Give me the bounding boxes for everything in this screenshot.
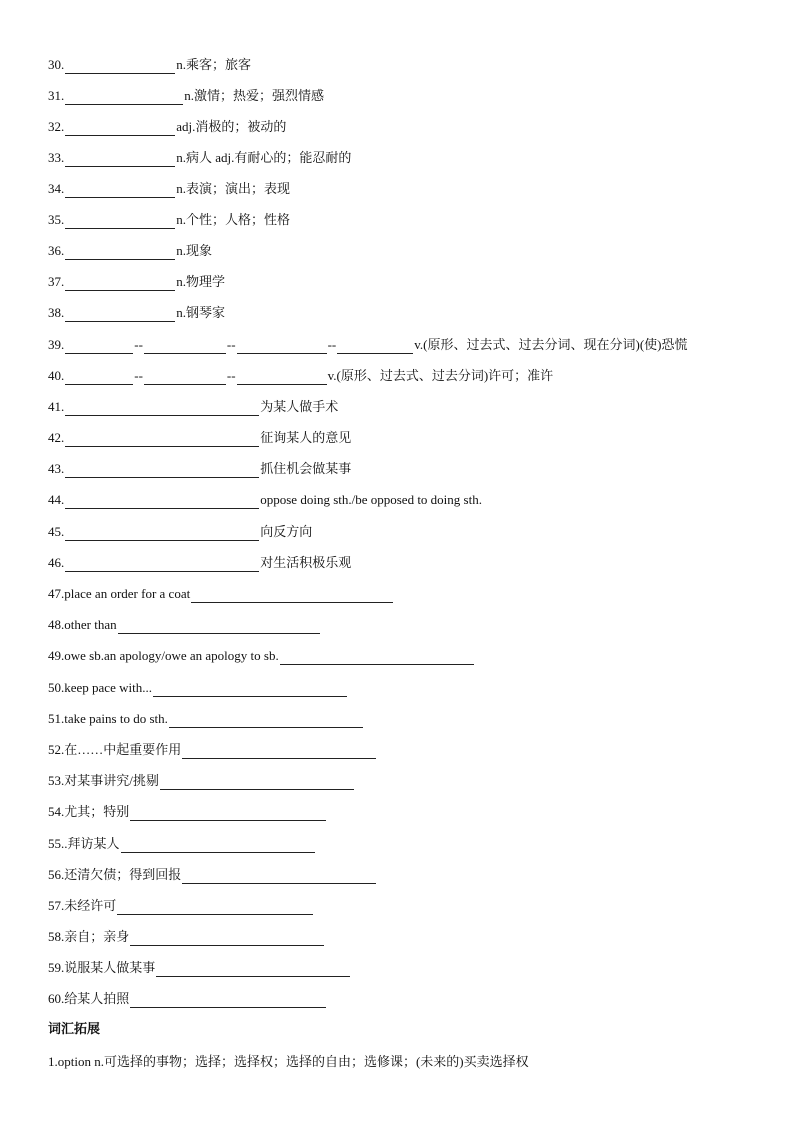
answer-blank[interactable]: [169, 714, 363, 728]
answer-blank[interactable]: [337, 340, 413, 354]
item-prompt: 亲自；亲身: [64, 929, 130, 944]
item-number: 31.: [48, 88, 65, 103]
item-prompt: n.激情；热爱；强烈情感: [184, 88, 325, 103]
answer-blank[interactable]: [191, 589, 393, 603]
answer-blank[interactable]: [160, 776, 354, 790]
item-prompt: n.物理学: [176, 274, 226, 289]
item-number: 33.: [48, 150, 65, 165]
exercise-item: [48, 336, 688, 354]
answer-blank[interactable]: [65, 277, 175, 291]
item-prompt: n.乘客；旅客: [176, 57, 252, 72]
answer-blank[interactable]: [144, 340, 226, 354]
answer-blank[interactable]: [65, 558, 259, 572]
answer-blank[interactable]: [65, 60, 175, 74]
item-number: 48.: [48, 617, 65, 632]
answer-blank[interactable]: [65, 371, 133, 385]
answer-blank[interactable]: [65, 464, 259, 478]
answer-blank[interactable]: [237, 371, 327, 385]
answer-blank[interactable]: [118, 620, 320, 634]
answer-blank[interactable]: [65, 215, 175, 229]
item-number: 38.: [48, 305, 65, 320]
separator: --: [134, 337, 143, 352]
vocab-expansion-entry: [48, 1053, 529, 1071]
answer-blank[interactable]: [130, 807, 326, 821]
item-number: 58.: [48, 929, 65, 944]
section-heading: 词汇拓展: [48, 1022, 101, 1037]
exercise-item: [48, 928, 325, 946]
item-number: 39.: [48, 337, 65, 352]
item-number: 47.: [48, 586, 65, 601]
exercise-item: [48, 897, 314, 915]
exercise-item: [48, 772, 355, 790]
exercise-item: [48, 460, 351, 478]
item-prompt: oppose doing sth./be opposed to doing sth.: [260, 492, 482, 507]
exercise-item: [48, 398, 338, 416]
item-number: 59.: [48, 960, 65, 975]
item-number: 32.: [48, 119, 65, 134]
separator: --: [226, 337, 236, 352]
exercise-item: [48, 211, 290, 229]
exercise-item: [48, 835, 316, 853]
item-prompt: 对某事讲究/挑剔: [64, 773, 159, 788]
item-prompt: n.钢琴家: [176, 305, 226, 320]
item-prompt: 对生活积极乐观: [260, 555, 352, 570]
exercise-item: [48, 491, 482, 509]
answer-blank[interactable]: [182, 745, 376, 759]
item-number: 41.: [48, 399, 65, 414]
exercise-item: [48, 803, 327, 821]
answer-blank[interactable]: [65, 308, 175, 322]
item-prompt: 在……中起重要作用: [64, 742, 182, 757]
answer-blank[interactable]: [65, 433, 259, 447]
answer-blank[interactable]: [237, 340, 327, 354]
item-prompt: 说服某人做某事: [64, 960, 156, 975]
answer-blank[interactable]: [117, 901, 313, 915]
item-prompt: adj.消极的；被动的: [176, 119, 287, 134]
entry-number: 1.: [48, 1054, 58, 1069]
item-prompt: 给某人拍照: [64, 991, 130, 1006]
item-number: 34.: [48, 181, 65, 196]
exercise-item: [48, 866, 377, 884]
item-number: 55.: [48, 836, 65, 851]
answer-blank[interactable]: [65, 246, 175, 260]
item-prompt: place an order for a coat: [64, 586, 191, 601]
exercise-item: [48, 56, 251, 74]
item-number: 37.: [48, 274, 65, 289]
item-prompt: keep pace with...: [64, 680, 152, 695]
item-prompt: other than: [64, 617, 117, 632]
item-prompt: v.(原形、过去式、过去分词、现在分词)(使)恐慌: [414, 337, 688, 352]
separator: --: [226, 368, 236, 383]
item-prompt: n.个性；人格；性格: [176, 212, 291, 227]
exercise-item: [48, 242, 212, 260]
answer-blank[interactable]: [153, 683, 347, 697]
item-prompt: v.(原形、过去式、过去分词)许可；准许: [327, 368, 554, 383]
exercise-item: [48, 585, 394, 603]
answer-blank[interactable]: [65, 527, 259, 541]
exercise-item: [48, 304, 225, 322]
answer-blank[interactable]: [130, 932, 324, 946]
item-number: 35.: [48, 212, 65, 227]
exercise-item: [48, 741, 377, 759]
exercise-item: [48, 180, 290, 198]
item-number: 30.: [48, 57, 65, 72]
item-prompt: take pains to do sth.: [64, 711, 168, 726]
answer-blank[interactable]: [65, 340, 133, 354]
answer-blank[interactable]: [65, 495, 259, 509]
item-number: 36.: [48, 243, 65, 258]
answer-blank[interactable]: [65, 184, 175, 198]
answer-blank[interactable]: [65, 122, 175, 136]
exercise-item: [48, 523, 312, 541]
answer-blank[interactable]: [156, 963, 350, 977]
item-prompt: 还清欠债；得到回报: [64, 867, 182, 882]
item-prompt: 向反方向: [260, 524, 313, 539]
answer-blank[interactable]: [280, 651, 474, 665]
answer-blank[interactable]: [130, 994, 326, 1008]
separator: --: [327, 337, 337, 352]
item-number: 40.: [48, 368, 65, 383]
answer-blank[interactable]: [144, 371, 226, 385]
item-number: 57.: [48, 898, 65, 913]
item-prompt: .拜访某人: [64, 836, 120, 851]
exercise-item: [48, 710, 364, 728]
item-prompt: owe sb.an apology/owe an apology to sb.: [64, 648, 279, 663]
exercise-item: [48, 554, 351, 572]
exercise-item: [48, 616, 321, 634]
exercise-item: [48, 118, 286, 136]
exercise-item: [48, 149, 351, 167]
item-prompt: n.现象: [176, 243, 213, 258]
item-number: 43.: [48, 461, 65, 476]
exercise-item: [48, 429, 351, 447]
item-number: 56.: [48, 867, 65, 882]
answer-blank[interactable]: [65, 153, 175, 167]
exercise-item: [48, 959, 351, 977]
exercise-item: [48, 367, 553, 385]
item-prompt: 征询某人的意见: [260, 430, 352, 445]
item-number: 46.: [48, 555, 65, 570]
item-number: 53.: [48, 773, 65, 788]
answer-blank[interactable]: [121, 839, 315, 853]
entry-text: option n.可选择的事物；选择；选择权；选择的自由；选修课；(未来的)买卖选择权: [57, 1054, 529, 1069]
item-prompt: 为某人做手术: [260, 399, 339, 414]
item-number: 52.: [48, 742, 65, 757]
item-number: 60.: [48, 991, 65, 1006]
exercise-item: [48, 87, 324, 105]
exercise-item: [48, 647, 475, 665]
item-number: 44.: [48, 492, 65, 507]
item-number: 50.: [48, 680, 65, 695]
item-number: 42.: [48, 430, 65, 445]
exercise-item: [48, 679, 348, 697]
item-number: 49.: [48, 648, 65, 663]
item-number: 45.: [48, 524, 65, 539]
answer-blank[interactable]: [182, 870, 376, 884]
item-prompt: 尤其；特别: [64, 804, 130, 819]
item-number: 51.: [48, 711, 65, 726]
exercise-item: [48, 273, 225, 291]
answer-blank[interactable]: [65, 91, 183, 105]
item-prompt: n.病人 adj.有耐心的；能忍耐的: [176, 150, 352, 165]
exercise-item: [48, 990, 327, 1008]
item-prompt: 未经许可: [64, 898, 117, 913]
answer-blank[interactable]: [65, 402, 259, 416]
item-number: 54.: [48, 804, 65, 819]
separator: --: [134, 368, 143, 383]
item-prompt: 抓住机会做某事: [260, 461, 352, 476]
item-prompt: n.表演；演出；表现: [176, 181, 291, 196]
